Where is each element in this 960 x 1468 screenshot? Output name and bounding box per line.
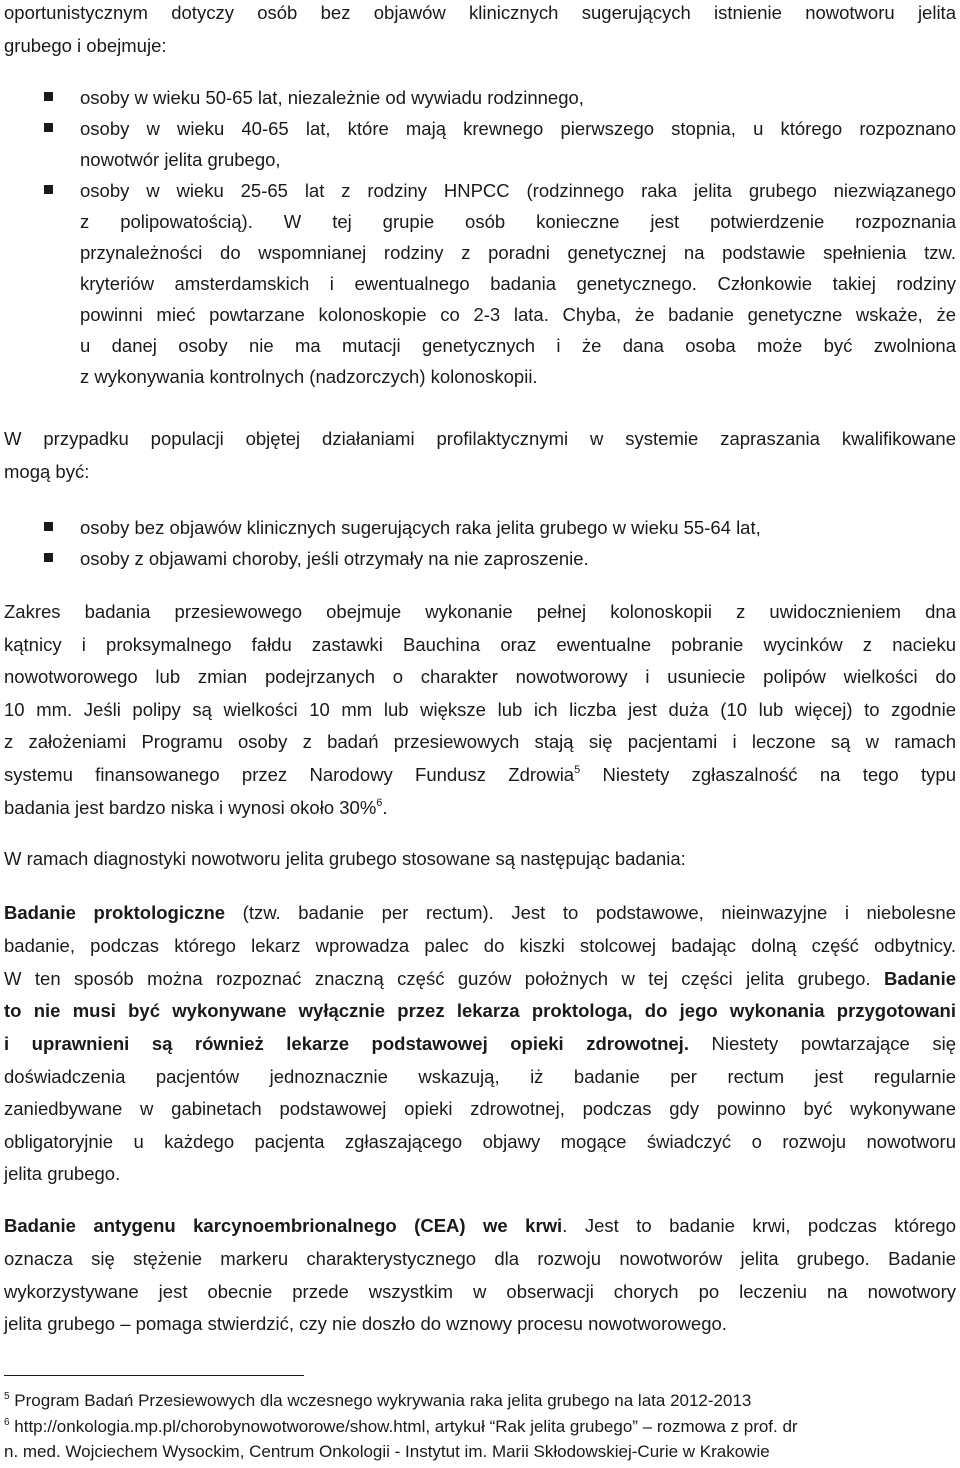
list-item-line: przynależności do wspomnianej rodziny z poradni genetycznej na podstawie spełnienia tzw. <box>80 242 956 263</box>
footnote-line: n. med. Wojciechem Wysockim, Centrum Onkologii - Instytut im. Marii Skłodowskiej-Curie w Krakowie <box>4 1442 770 1461</box>
paragraph-line: W ramach diagnostyki nowotworu jelita grubego stosowane są następując badania: <box>4 848 686 869</box>
paragraph-line: Zakres badania przesiewowego obejmuje wykonanie pełnej kolonoskopii z uwidocznieniem dna <box>4 601 956 622</box>
square-bullet-icon <box>44 123 53 132</box>
paragraph-line: badanie, podczas którego lekarz wprowadza palec do kiszki stolcowej badając dolną część odbytnicy. <box>4 935 956 956</box>
paragraph-line: mogą być: <box>4 461 90 482</box>
paragraph-line: kątnicy i proksymalnego fałdu zastawki Bauchina oraz ewentualne pobranie wycinków z nacieku <box>4 634 956 655</box>
list-item: osoby bez objawów klinicznych sugerujących raka jelita grubego w wieku 55-64 lat, <box>80 517 761 538</box>
list-item-line: u danej osoby nie ma mutacji genetycznych i że dana osoba może być zwolniona <box>80 335 956 356</box>
paragraph-line: obligatoryjnie u każdego pacjenta zgłaszającego objawy mogące świadczyć o rozwoju nowotworu <box>4 1131 956 1152</box>
square-bullet-icon <box>44 553 53 562</box>
square-bullet-icon <box>44 92 53 101</box>
paragraph-line: Badanie proktologiczne (tzw. badanie per rectum). Jest to podstawowe, nieinwazyjne i niebolesne <box>4 902 956 923</box>
paragraph-line: oznacza się stężenie markeru charakterystycznego dla rozwoju nowotworów jelita grubego. Badanie <box>4 1248 956 1269</box>
list-item-line: powinni mieć powtarzane kolonoskopie co 2-3 lata. Chyba, że badanie genetyczne wskaże, że <box>80 304 956 325</box>
square-bullet-icon <box>44 185 53 194</box>
list-item-line: z wykonywania kontrolnych (nadzorczych) kolonoskopii. <box>80 366 538 387</box>
paragraph-line: jelita grubego. <box>4 1163 121 1184</box>
paragraph-line: i uprawnieni są również lekarze podstawowej opieki zdrowotnej. Niestety powtarzające się <box>4 1033 956 1054</box>
paragraph-line: nowotworowego lub zmian podejrzanych o charakter nowotworowy i usuniecie polipów wielkości do <box>4 666 956 687</box>
paragraph-line: Badanie antygenu karcynoembrionalnego (CEA) we krwi. Jest to badanie krwi, podczas którego <box>4 1215 957 1236</box>
list-item-line: kryteriów amsterdamskich i ewentualnego badania genetycznego. Członkowie takiej rodziny <box>80 273 956 294</box>
paragraph-line: zaniedbywane w gabinetach podstawowej opieki zdrowotnej, podczas gdy powinno być wykonywane <box>4 1098 956 1119</box>
paragraph-line: 10 mm. Jeśli polipy są wielkości 10 mm lub większe lub ich liczba jest duża (10 lub więcej) to zgodnie <box>4 699 956 720</box>
list-item: osoby z objawami choroby, jeśli otrzymały na nie zaproszenie. <box>80 548 589 569</box>
paragraph-line: W przypadku populacji objętej działaniami profilaktycznymi w systemie zapraszania kwalifikowane <box>4 428 956 449</box>
footnote: $^6$ http://onkologia.mp.pl/chorobynowotworowe/show.html, artykuł “Rak jelita grubego” – rozmowa z prof. dr <box>4 1417 798 1436</box>
footnote-ref: 6 <box>376 797 383 809</box>
paragraph-line: to nie musi być wykonywane wyłącznie przez lekarza proktologa, do jego wykonania przygotowani <box>4 1000 956 1021</box>
paragraph-line: systemu finansowanego przez Narodowy Fundusz Zdrowia$^5$ Niestety zgłaszalność na tego typu <box>4 764 956 785</box>
paragraph-line: grubego i obejmuje: <box>4 35 167 56</box>
list-item: osoby w wieku 40-65 lat, które mają krewnego pierwszego stopnia, u którego rozpoznano <box>80 118 956 139</box>
list-item: osoby w wieku 25-65 lat z rodziny HNPCC (rodzinnego raka jelita grubego niezwiązanego <box>80 180 956 201</box>
paragraph-line: doświadczenia pacjentów jednoznacznie wskazują, iż badanie per rectum jest regularnie <box>4 1066 956 1087</box>
paragraph-line: oportunistycznym dotyczy osób bez objawów klinicznych sugerujących istnienie nowotworu jelita <box>4 2 956 23</box>
square-bullet-icon <box>44 522 53 531</box>
paragraph-line: wykorzystywane jest obecnie przede wszystkim w obserwacji chorych po leczeniu na nowotwory <box>4 1281 956 1302</box>
footnote-ref: 5 <box>574 764 581 776</box>
footnote: $^5$ Program Badań Przesiewowych dla wczesnego wykrywania raka jelita grubego na lata 2012-2013 <box>4 1391 752 1410</box>
paragraph-line: W ten sposób można rozpoznać znaczną część guzów położnych w tej części jelita grubego. Badanie <box>4 968 956 989</box>
footnote-separator <box>4 1375 304 1376</box>
paragraph-line: z założeniami Programu osoby z badań przesiewowych stają się pacjentami i leczone są w ramach <box>4 731 956 752</box>
paragraph-line: jelita grubego – pomaga stwierdzić, czy nie doszło do wznowy procesu nowotworowego. <box>4 1313 727 1334</box>
list-item-line: z polipowatością). W tej grupie osób konieczne jest potwierdzenie rozpoznania <box>80 211 956 232</box>
paragraph-line: badania jest bardzo niska i wynosi około 30%$^6$. <box>4 797 388 818</box>
list-item: osoby w wieku 50-65 lat, niezależnie od wywiadu rodzinnego, <box>80 87 584 108</box>
list-item-line: nowotwór jelita grubego, <box>80 149 281 170</box>
